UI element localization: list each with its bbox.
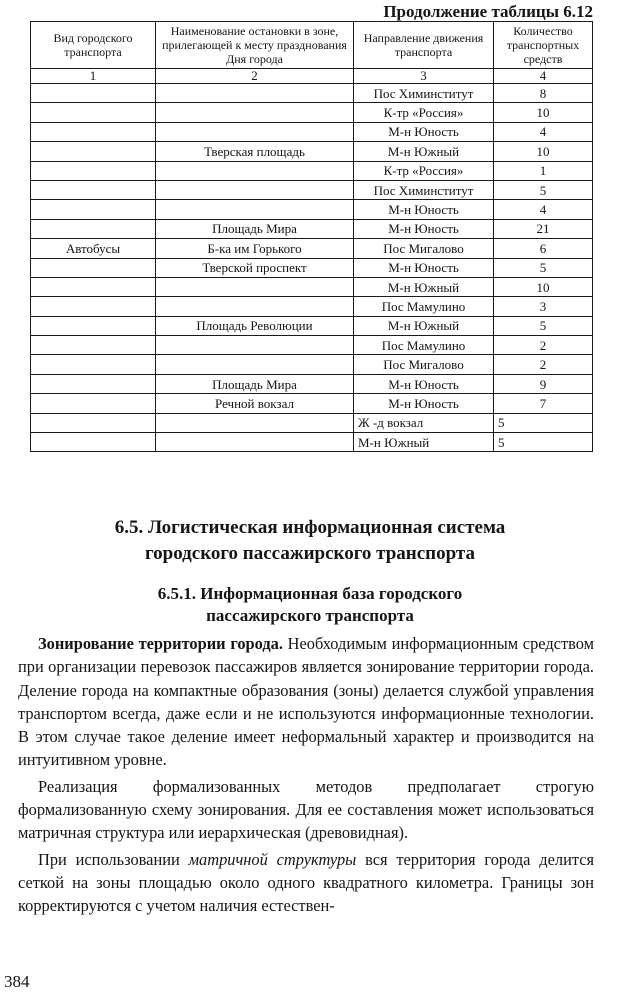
cell-stop-name — [156, 433, 354, 452]
header-stop-name: Наименование остановки в зоне, прилегающей к месту празднования Дня города — [156, 22, 354, 69]
cell-vehicle-count: 2 — [494, 336, 593, 355]
paragraph-text: Необходимым информационным средством при организации перевозок пассажиров является зонирование территории города. Деление города на компактные образования (зоны) делается службой управления транспортом всегда, даже если и не используются информационные технологии. В этом случае такое деление имеет неформальный характер и производится на интуитивном уровне. — [18, 634, 594, 770]
table-row — [31, 258, 593, 277]
section-title — [30, 515, 590, 567]
table-row — [31, 316, 593, 335]
cell-transport-type — [31, 374, 156, 393]
header-transport-type: Вид городского транспорта — [31, 22, 156, 69]
cell-direction: М-н Юность — [354, 394, 494, 413]
cell-transport-type — [31, 316, 156, 335]
cell-transport-type — [31, 122, 156, 141]
paragraph — [18, 632, 594, 772]
cell-vehicle-count: 6 — [494, 239, 593, 258]
cell-direction: М-н Юность — [354, 374, 494, 393]
table-row — [31, 413, 593, 432]
cell-vehicle-count: 5 — [494, 180, 593, 199]
cell-stop-name: Б-ка им Горького — [156, 239, 354, 258]
body-text — [18, 632, 594, 921]
cell-stop-name: Площадь Мира — [156, 219, 354, 238]
cell-vehicle-count: 5 — [494, 258, 593, 277]
cell-vehicle-count: 5 — [494, 316, 593, 335]
cell-stop-name — [156, 355, 354, 374]
table-column-numbers — [31, 69, 593, 84]
cell-direction: М-н Юность — [354, 219, 494, 238]
cell-transport-type — [31, 161, 156, 180]
cell-stop-name — [156, 122, 354, 141]
cell-stop-name: Площадь Мира — [156, 374, 354, 393]
cell-transport-type — [31, 355, 156, 374]
section-title-line: городского пассажирского транспорта — [144, 543, 476, 564]
cell-direction: М-н Юность — [354, 258, 494, 277]
paragraph-emphasis: матричной структуры — [188, 849, 357, 869]
column-number: 3 — [354, 69, 494, 84]
table-row — [31, 374, 593, 393]
table-continuation-caption: Продолжение таблицы 6.12 — [383, 2, 593, 21]
cell-direction: Пос Мигалово — [354, 239, 494, 258]
cell-direction: М-н Юность — [354, 122, 494, 141]
column-number: 4 — [494, 69, 593, 84]
cell-vehicle-count: 21 — [494, 219, 593, 238]
cell-stop-name — [156, 103, 354, 122]
cell-direction: Пос Мамулино — [354, 336, 494, 355]
paragraph — [18, 775, 594, 845]
table-header-row — [31, 22, 593, 69]
cell-stop-name — [156, 297, 354, 316]
subsection-title-line: пассажирского транспорта — [206, 606, 414, 625]
cell-vehicle-count: 1 — [494, 161, 593, 180]
header-direction: Направление движения транспорта — [354, 22, 494, 69]
cell-stop-name — [156, 336, 354, 355]
cell-direction: Ж -д вокзал — [354, 413, 494, 432]
column-number: 2 — [156, 69, 354, 84]
cell-vehicle-count: 10 — [494, 277, 593, 296]
table-row — [31, 355, 593, 374]
cell-stop-name — [156, 200, 354, 219]
cell-transport-type — [31, 413, 156, 432]
table-row — [31, 161, 593, 180]
cell-transport-type — [31, 297, 156, 316]
cell-stop-name: Тверской проспект — [156, 258, 354, 277]
cell-transport-type: Автобусы — [31, 239, 156, 258]
table-row — [31, 219, 593, 238]
cell-direction: Пос Химинститут — [354, 84, 494, 103]
paragraph — [18, 848, 594, 918]
table-row — [31, 200, 593, 219]
cell-stop-name: Тверская площадь — [156, 142, 354, 161]
cell-direction: М-н Южный — [354, 433, 494, 452]
subsection-title-line: 6.5.1. Информационная база городского — [157, 584, 463, 603]
cell-vehicle-count: 5 — [494, 433, 593, 452]
cell-direction: Пос Химинститут — [354, 180, 494, 199]
cell-direction: М-н Южный — [354, 316, 494, 335]
cell-transport-type — [31, 219, 156, 238]
cell-vehicle-count: 3 — [494, 297, 593, 316]
table-row — [31, 180, 593, 199]
cell-transport-type — [31, 433, 156, 452]
cell-vehicle-count: 4 — [494, 122, 593, 141]
cell-vehicle-count: 5 — [494, 413, 593, 432]
cell-direction: К-тр «Россия» — [354, 161, 494, 180]
transport-table — [30, 21, 593, 452]
cell-stop-name — [156, 84, 354, 103]
table-row — [31, 336, 593, 355]
cell-transport-type — [31, 277, 156, 296]
subsection-title — [30, 583, 590, 627]
cell-vehicle-count: 10 — [494, 142, 593, 161]
table-row — [31, 239, 593, 258]
cell-transport-type — [31, 84, 156, 103]
table-row — [31, 394, 593, 413]
cell-transport-type — [31, 200, 156, 219]
cell-direction: М-н Юность — [354, 200, 494, 219]
table-row — [31, 103, 593, 122]
paragraph-text: При использовании — [38, 849, 189, 869]
paragraph-text: вся территория города делится сеткой на зоны площадью около одного квадратного километра. Границы зон корректируются с учетом наличия естествен- — [18, 849, 595, 916]
header-vehicle-count: Количество транспортных средств — [494, 22, 593, 69]
table-row — [31, 142, 593, 161]
table-body — [31, 84, 593, 452]
cell-direction: М-н Южный — [354, 142, 494, 161]
table-row — [31, 122, 593, 141]
cell-vehicle-count: 9 — [494, 374, 593, 393]
cell-direction: К-тр «Россия» — [354, 103, 494, 122]
cell-vehicle-count: 4 — [494, 200, 593, 219]
table-row — [31, 84, 593, 103]
table-row — [31, 297, 593, 316]
cell-transport-type — [31, 180, 156, 199]
cell-vehicle-count: 2 — [494, 355, 593, 374]
cell-direction: М-н Южный — [354, 277, 494, 296]
cell-stop-name: Речной вокзал — [156, 394, 354, 413]
paragraph-text: Реализация формализованных методов предполагает строгую формализованную схему зонирования. Для ее составления может использоваться матричная структура или иерархическая (древовидная). — [18, 776, 594, 843]
cell-transport-type — [31, 142, 156, 161]
cell-stop-name — [156, 413, 354, 432]
cell-transport-type — [31, 258, 156, 277]
cell-vehicle-count: 10 — [494, 103, 593, 122]
paragraph-lead: Зонирование территории города. — [38, 634, 283, 653]
table-row — [31, 433, 593, 452]
cell-stop-name: Площадь Революции — [156, 316, 354, 335]
cell-transport-type — [31, 103, 156, 122]
column-number: 1 — [31, 69, 156, 84]
cell-direction: Пос Мамулино — [354, 297, 494, 316]
page-number: 384 — [4, 972, 30, 991]
cell-stop-name — [156, 161, 354, 180]
cell-stop-name — [156, 277, 354, 296]
cell-vehicle-count: 8 — [494, 84, 593, 103]
section-title-line: 6.5. Логистическая информационная система — [114, 517, 506, 538]
cell-vehicle-count: 7 — [494, 394, 593, 413]
cell-transport-type — [31, 394, 156, 413]
cell-stop-name — [156, 180, 354, 199]
table-row — [31, 277, 593, 296]
cell-transport-type — [31, 336, 156, 355]
cell-direction: Пос Мигалово — [354, 355, 494, 374]
